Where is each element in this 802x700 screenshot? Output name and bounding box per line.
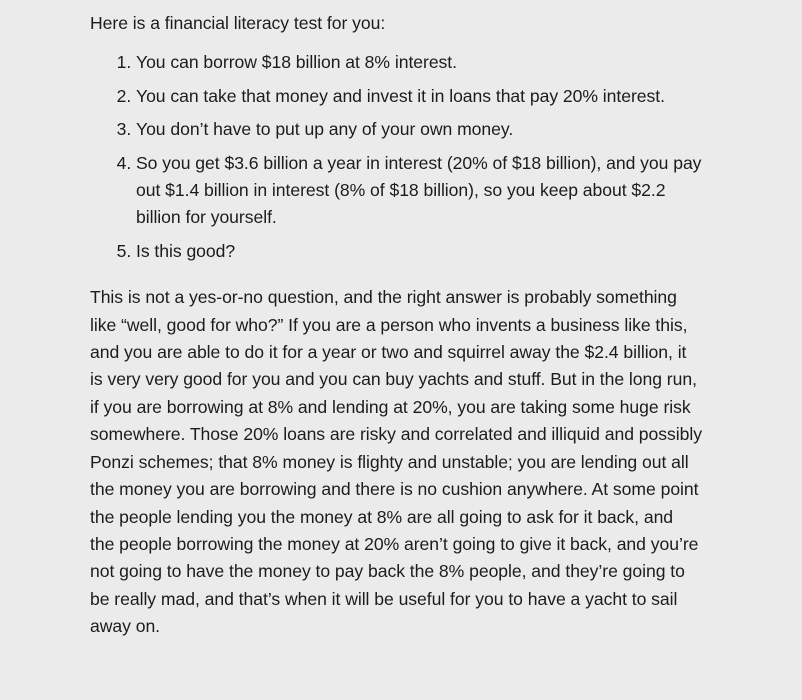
list-item: 4. So you get $3.6 billion a year in interest (20% of $18 billion), and you pay out $1.4 billion in interest (8% of $18 billion), so you keep about $2.2 billion for yourself. (136, 150, 710, 232)
article-text (90, 10, 710, 641)
quiz-list (90, 49, 710, 265)
intro-text: Here is a financial literacy test for you: (90, 13, 386, 33)
list-item: 3. You don’t have to put up any of your own money. (136, 116, 710, 143)
list-item: 5. Is this good? (136, 238, 710, 265)
list-item: 1. You can borrow $18 billion at 8% interest. (136, 49, 710, 76)
body-paragraph: This is not a yes-or-no question, and the right answer is probably something like “well, good for who?” If you are a person who invents a business like this, and you are able to do it for a year or two and squirrel away the $2.4 billion, it is very very good for you and you can buy yachts and stuff. But in the long run, if you are borrowing at 8% and lending at 20%, you are taking some huge risk somewhere. Those 20% loans are risky and correlated and illiquid and possibly Ponzi schemes; that 8% money is flighty and unstable; you are lending out all the money you are borrowing and there is no cushion anywhere. At some point the people lending you the money at 8% are all going to ask for it back, and the people borrowing the money at 20% aren’t going to give it back, and you’re not going to have the money to pay back the 8% people, and they’re going to be really mad, and that’s when it will be useful for you to have a yacht to sail away on. (90, 287, 702, 637)
list-item: 2. You can take that money and invest it in loans that pay 20% interest. (136, 83, 710, 110)
